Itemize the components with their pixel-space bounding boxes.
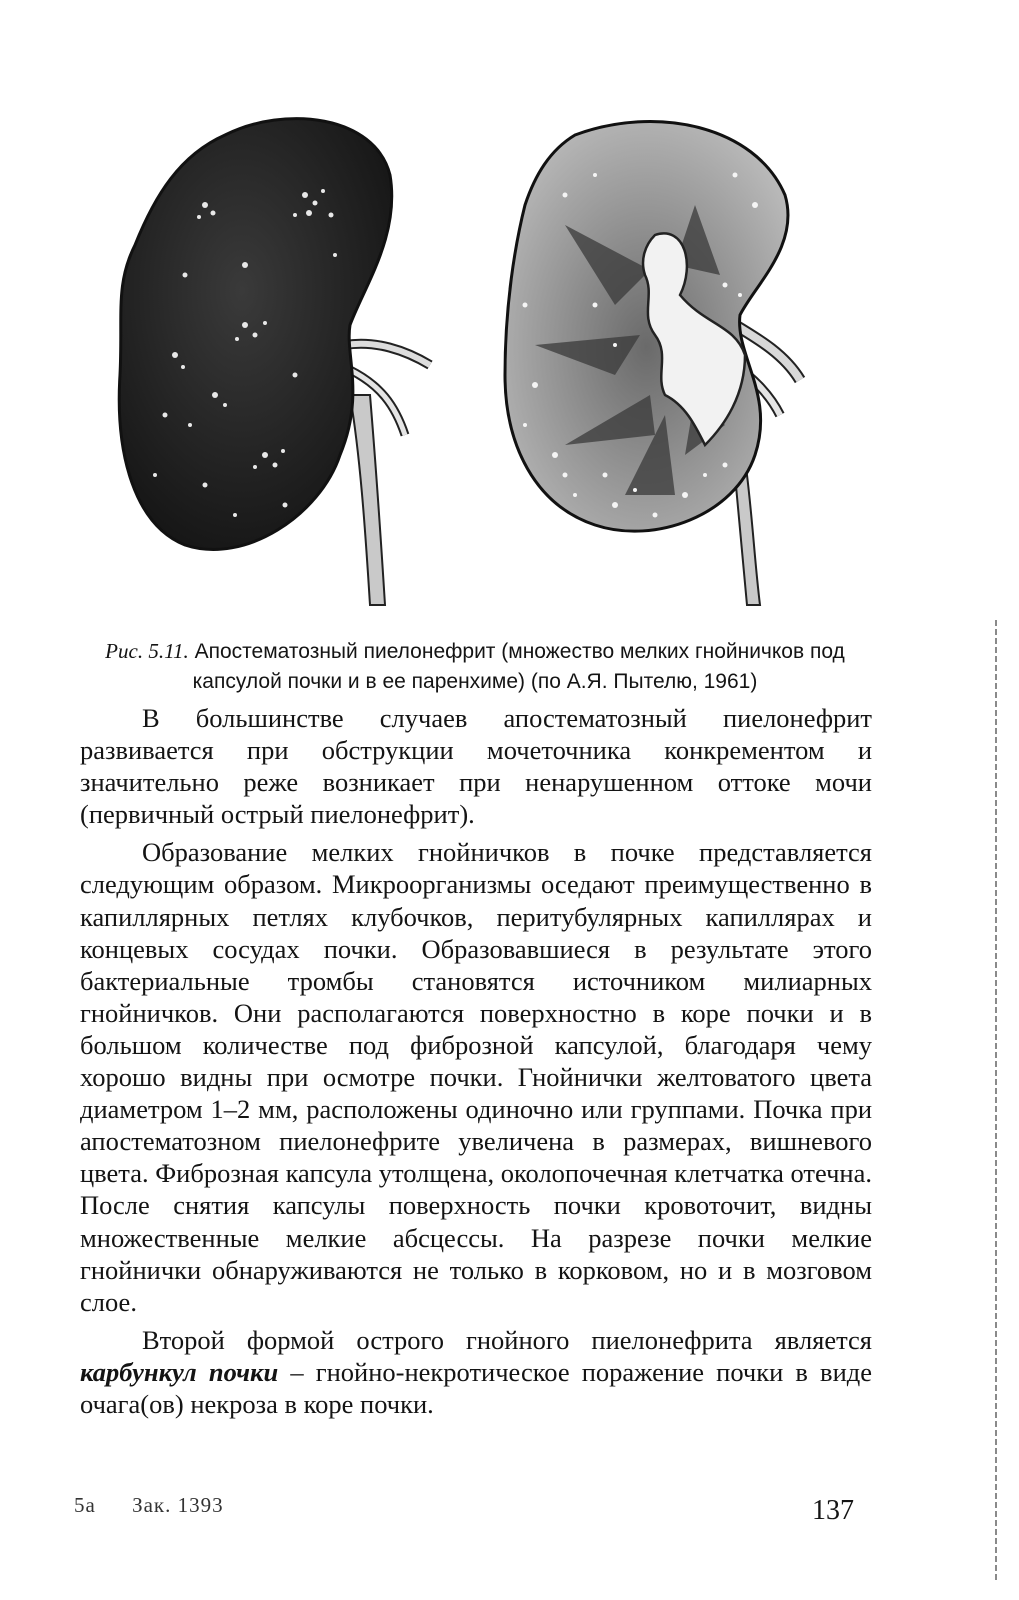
kidney-illustration	[95, 95, 875, 625]
term-kidney-carbuncle: карбункул почки	[80, 1356, 279, 1387]
paragraph-3	[80, 1324, 872, 1420]
figure-caption	[80, 636, 870, 697]
order-mark: Зак. 1393	[132, 1493, 224, 1517]
figure-caption-text: Апостематозный пиелонефрит (множество мелких гнойничков под капсулой почки и в ее паренхиме) (по А.Я. Пытелю, 1961)	[192, 640, 845, 693]
paragraph-3-start: Второй формой острого гнойного пиелонефрита является	[142, 1324, 872, 1355]
scan-edge-line	[995, 620, 997, 1580]
printer-mark	[74, 1493, 224, 1518]
paragraph-3-end: – гнойно-некротическое поражение почки в виде очага(ов) некроза в коре почки.	[80, 1356, 872, 1419]
paragraph-1: В большинстве случаев апостематозный пиелонефрит развивается при обструкции мочеточника конкрементом и значительно реже возникает при ненарушенном оттоке мочи (первичный острый пиелонефрит).	[80, 703, 872, 830]
page-number: 137	[812, 1495, 854, 1526]
sheet-mark: 5а	[74, 1493, 96, 1517]
paragraph-2: Образование мелких гнойничков в почке представляется следующим образом. Микроорганизмы оседают преимущественно в капиллярных петлях клубочков, перитубулярных капиллярах и концевых сосудах почки. Образовавшиеся в результате этого бактериальные тромбы становятся источником милиарных гнойничков. Они располагаются поверхностно в коре почки и в большом количестве под фиброзной капсулой, благодаря чему хорошо видны при осмотре почки. Гнойнички желтоватого цвета диаметром 1–2 мм, расположены одиночно или группами. Почка при апостематозном пиелонефрите увеличена в размерах, вишневого цвета. Фиброзная капсула утолщена, околопочечная клетчатка отечна. После снятия капсулы поверхность почки кровоточит, видны множественные мелкие абсцессы. На разрезе почки мелкие гнойнички обнаруживаются не только в корковом, но и в мозговом слое.	[80, 837, 872, 1317]
figure-label: Рис. 5.11.	[105, 639, 189, 663]
left-kidney	[119, 119, 392, 550]
body-text	[80, 702, 872, 1420]
left-kidney-vessels	[345, 344, 430, 605]
kidney-drawing	[95, 95, 875, 625]
